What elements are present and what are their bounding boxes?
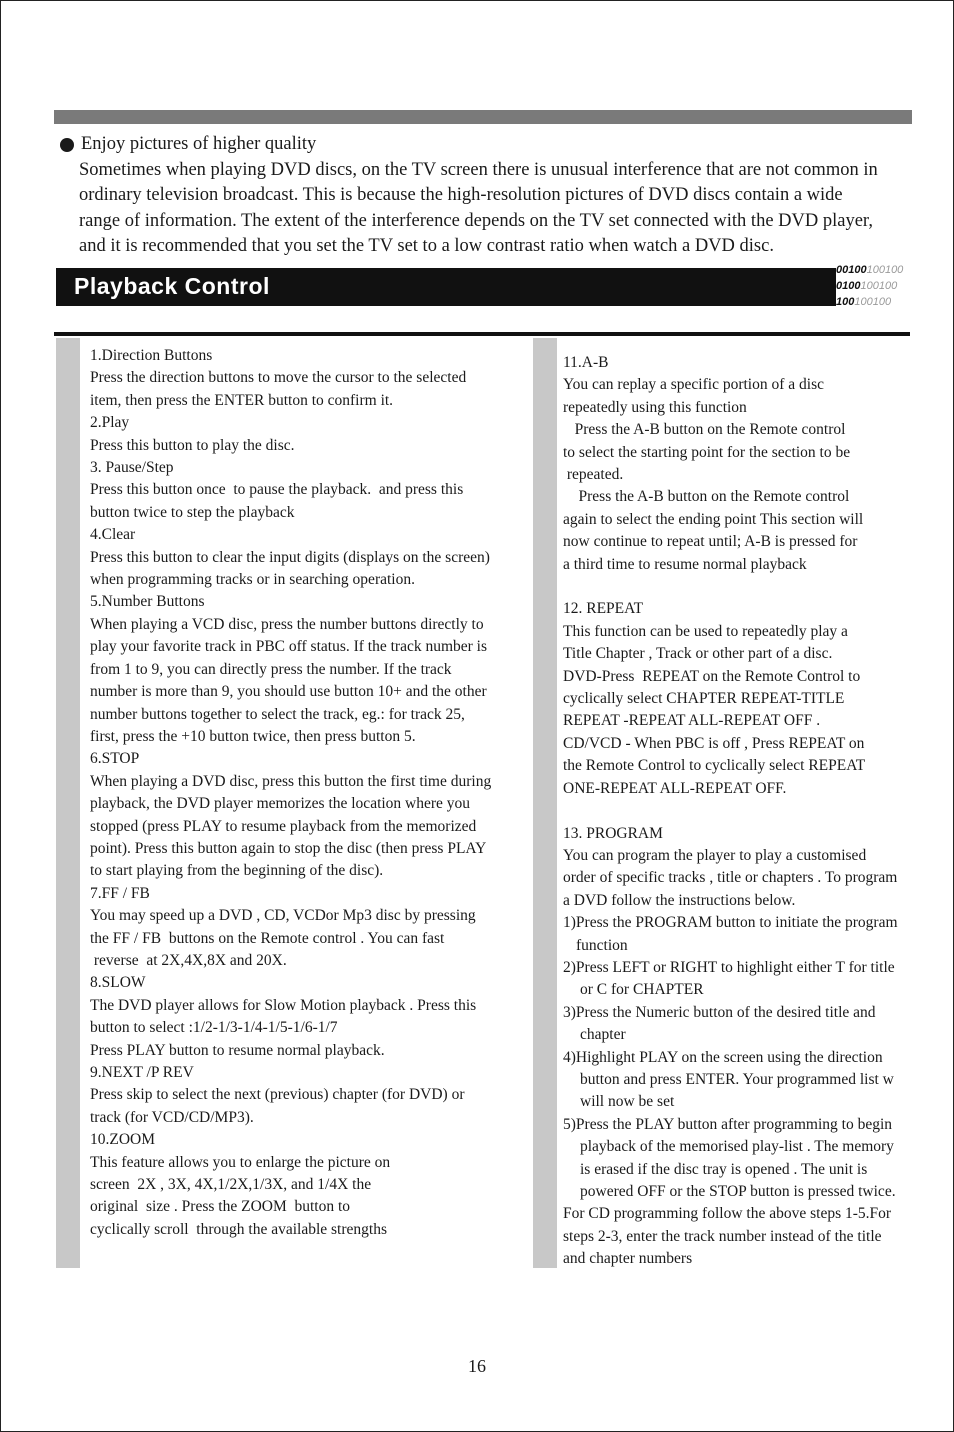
text-line: play your favorite track in PBC off status. If the track number is <box>90 638 488 656</box>
page-number: 16 <box>468 1356 486 1376</box>
text-line: the Remote Control to cyclically select REPEAT <box>563 757 866 775</box>
text-line: When playing a DVD disc, press this button the first time during <box>90 772 492 790</box>
text-line: You can program the player to play a customised <box>563 846 867 864</box>
text-line: 4.Clear <box>90 526 136 544</box>
right-column <box>563 352 938 1271</box>
decoration-light: 100100 <box>854 296 892 308</box>
decoration-dark: 0100 <box>836 280 861 292</box>
text-line: powered OFF or the STOP button is pressed twice. <box>580 1183 896 1200</box>
text-line: when programming tracks or in searching operation. <box>90 571 415 589</box>
text-line: 4)Highlight PLAY on the screen using the direction <box>563 1048 883 1066</box>
decoration-dark: 100 <box>836 296 855 308</box>
text-line: ONE-REPEAT ALL-REPEAT OFF. <box>563 779 787 797</box>
text-line: Press the direction buttons to move the cursor to the selected <box>90 369 467 387</box>
decoration-light: 100100 <box>860 280 898 292</box>
intro-line: Sometimes when playing DVD discs, on the TV screen there is unusual interference that are not common in <box>79 159 878 180</box>
text-line: Press PLAY button to resume normal playback. <box>90 1041 385 1059</box>
text-line: REPEAT -REPEAT ALL-REPEAT OFF . <box>563 712 821 730</box>
text-line: When playing a VCD disc, press the number buttons directly to <box>90 615 484 633</box>
text-line: stopped (press PLAY to resume playback from the memorized <box>90 817 477 835</box>
text-line: The DVD player allows for Slow Motion playback . Press this <box>90 996 477 1014</box>
left-column <box>90 345 530 1241</box>
text-line: from 1 to 9, you can directly press the number. If the track <box>90 660 452 678</box>
decoration-light: 100100 <box>866 264 904 276</box>
right-column-strip <box>533 338 557 1268</box>
text-line: 11.A-B <box>563 354 609 371</box>
text-line: 2)Press LEFT or RIGHT to highlight either T for title <box>563 958 895 976</box>
text-line: screen 2X , 3X, 4X,1/2X,1/3X, and 1/4X the <box>90 1176 372 1194</box>
text-line: steps 2-3, enter the track number instead of the title <box>563 1227 882 1245</box>
section-divider <box>54 332 910 336</box>
text-line: Press this button once to pause the playback. and press this <box>90 481 464 499</box>
text-line: 13. PROGRAM <box>563 824 663 842</box>
text-line: and chapter numbers <box>563 1250 693 1268</box>
text-line: This function can be used to repeatedly play a <box>563 622 848 640</box>
decoration-dark: 00100 <box>836 264 867 276</box>
intro-line: and it is recommended that you set the TV set to a low contrast ratio when watch a DVD disc. <box>79 236 774 257</box>
text-line: 5.Number Buttons <box>90 593 205 611</box>
text-line: track (for VCD/CD/MP3). <box>90 1108 254 1126</box>
decoration-row <box>836 278 916 294</box>
left-column-strip <box>56 338 80 1268</box>
intro-section <box>58 132 918 260</box>
text-line: item, then press the ENTER button to confirm it. <box>90 391 394 409</box>
intro-heading-row <box>58 132 918 158</box>
text-line: Press the A-B button on the Remote control <box>563 421 846 439</box>
text-line: CD/VCD - When PBC is off , Press REPEAT on <box>563 734 865 752</box>
decoration-row <box>836 262 916 278</box>
text-line: 10.ZOOM <box>90 1131 156 1149</box>
blank-line <box>563 576 938 598</box>
text-line: reverse at 2X,4X,8X and 20X. <box>90 951 287 969</box>
text-line: is erased if the disc tray is opened . The unit is <box>580 1160 868 1178</box>
text-line: DVD-Press REPEAT on the Remote Control to <box>563 667 861 685</box>
text-line: You can replay a specific portion of a disc <box>563 376 824 394</box>
text-line: 6.STOP <box>90 750 140 768</box>
text-line: 3)Press the Numeric button of the desired title and <box>563 1003 876 1021</box>
text-line: Title Chapter , Track or other part of a disc. <box>563 645 833 663</box>
section-title: Playback Control <box>74 273 270 299</box>
text-line: 7.FF / FB <box>90 884 150 902</box>
text-line: Press this button to play the disc. <box>90 436 295 454</box>
intro-line: ordinary television broadcast. This is because the high-resolution pictures of DVD discs contain a wide <box>79 185 843 206</box>
bullet-icon <box>60 138 74 152</box>
binary-decoration <box>836 262 916 310</box>
text-line: will now be set <box>580 1093 675 1111</box>
text-line: You may speed up a DVD , CD, VCDor Mp3 disc by pressing <box>90 907 476 925</box>
intro-line: range of information. The extent of the interference depends on the TV set connected with the DVD player, <box>79 210 873 231</box>
text-line: order of specific tracks , title or chapters . To program <box>563 869 898 887</box>
decoration-row <box>836 294 916 310</box>
text-line: first, press the +10 button twice, then press button 5. <box>90 727 416 745</box>
text-line: point). Press this button again to stop the disc (then press PLAY <box>90 839 487 857</box>
text-line: For CD programming follow the above steps 1-5.For <box>563 1205 892 1223</box>
text-line: This feature allows you to enlarge the picture on <box>90 1153 391 1171</box>
text-line: chapter <box>580 1026 626 1044</box>
text-line: button twice to step the playback <box>90 503 295 521</box>
text-line: again to select the ending point This section will <box>563 510 864 528</box>
text-line: 9.NEXT /P REV <box>90 1064 194 1081</box>
text-line: button and press ENTER. Your programmed list w <box>580 1070 894 1088</box>
text-line: cyclically select CHAPTER REPEAT-TITLE <box>563 690 845 708</box>
text-line: now continue to repeat until; A-B is pressed for <box>563 533 858 551</box>
text-line: original size . Press the ZOOM button to <box>90 1198 351 1216</box>
text-line: to select the starting point for the section to be <box>563 443 851 461</box>
text-line: repeatedly using this function <box>563 398 747 416</box>
text-line: number is more than 9, you should use button 10+ and the other <box>90 683 487 701</box>
blank-line <box>563 800 938 822</box>
text-line: button to select :1/2-1/3-1/4-1/5-1/6-1/7 <box>90 1019 338 1037</box>
text-line: number buttons together to select the track, eg.: for track 25, <box>90 705 465 723</box>
text-line: Press skip to select the next (previous) chapter (for DVD) or <box>90 1086 465 1104</box>
section-banner <box>56 268 836 306</box>
intro-heading: Enjoy pictures of higher quality <box>81 134 317 154</box>
text-line: Press this button to clear the input digits (displays on the screen) <box>90 548 490 566</box>
text-line: or C for CHAPTER <box>580 981 704 999</box>
text-line: 1.Direction Buttons <box>90 347 213 364</box>
text-line: a third time to resume normal playback <box>563 555 807 573</box>
header-bar <box>54 110 912 124</box>
text-line: 3. Pause/Step <box>90 459 174 477</box>
text-line: a DVD follow the instructions below. <box>563 891 796 909</box>
text-line: to start playing from the beginning of the disc). <box>90 862 384 880</box>
text-line: 8.SLOW <box>90 974 146 992</box>
text-line: 5)Press the PLAY button after programming to begin <box>563 1115 893 1133</box>
text-line: the FF / FB buttons on the Remote control . You can fast <box>90 929 445 947</box>
text-line: repeated. <box>563 466 624 484</box>
text-line: playback of the memorised play-list . The memory <box>580 1138 894 1156</box>
text-line: Press the A-B button on the Remote control <box>563 488 850 506</box>
text-line: 2.Play <box>90 414 130 432</box>
text-line: function <box>576 936 628 954</box>
text-line: 12. REPEAT <box>563 600 644 618</box>
text-line: 1)Press the PROGRAM button to initiate the program <box>563 914 898 932</box>
text-line: playback, the DVD player memorizes the location where you <box>90 795 471 813</box>
text-line: cyclically scroll through the available strengths <box>90 1220 387 1238</box>
